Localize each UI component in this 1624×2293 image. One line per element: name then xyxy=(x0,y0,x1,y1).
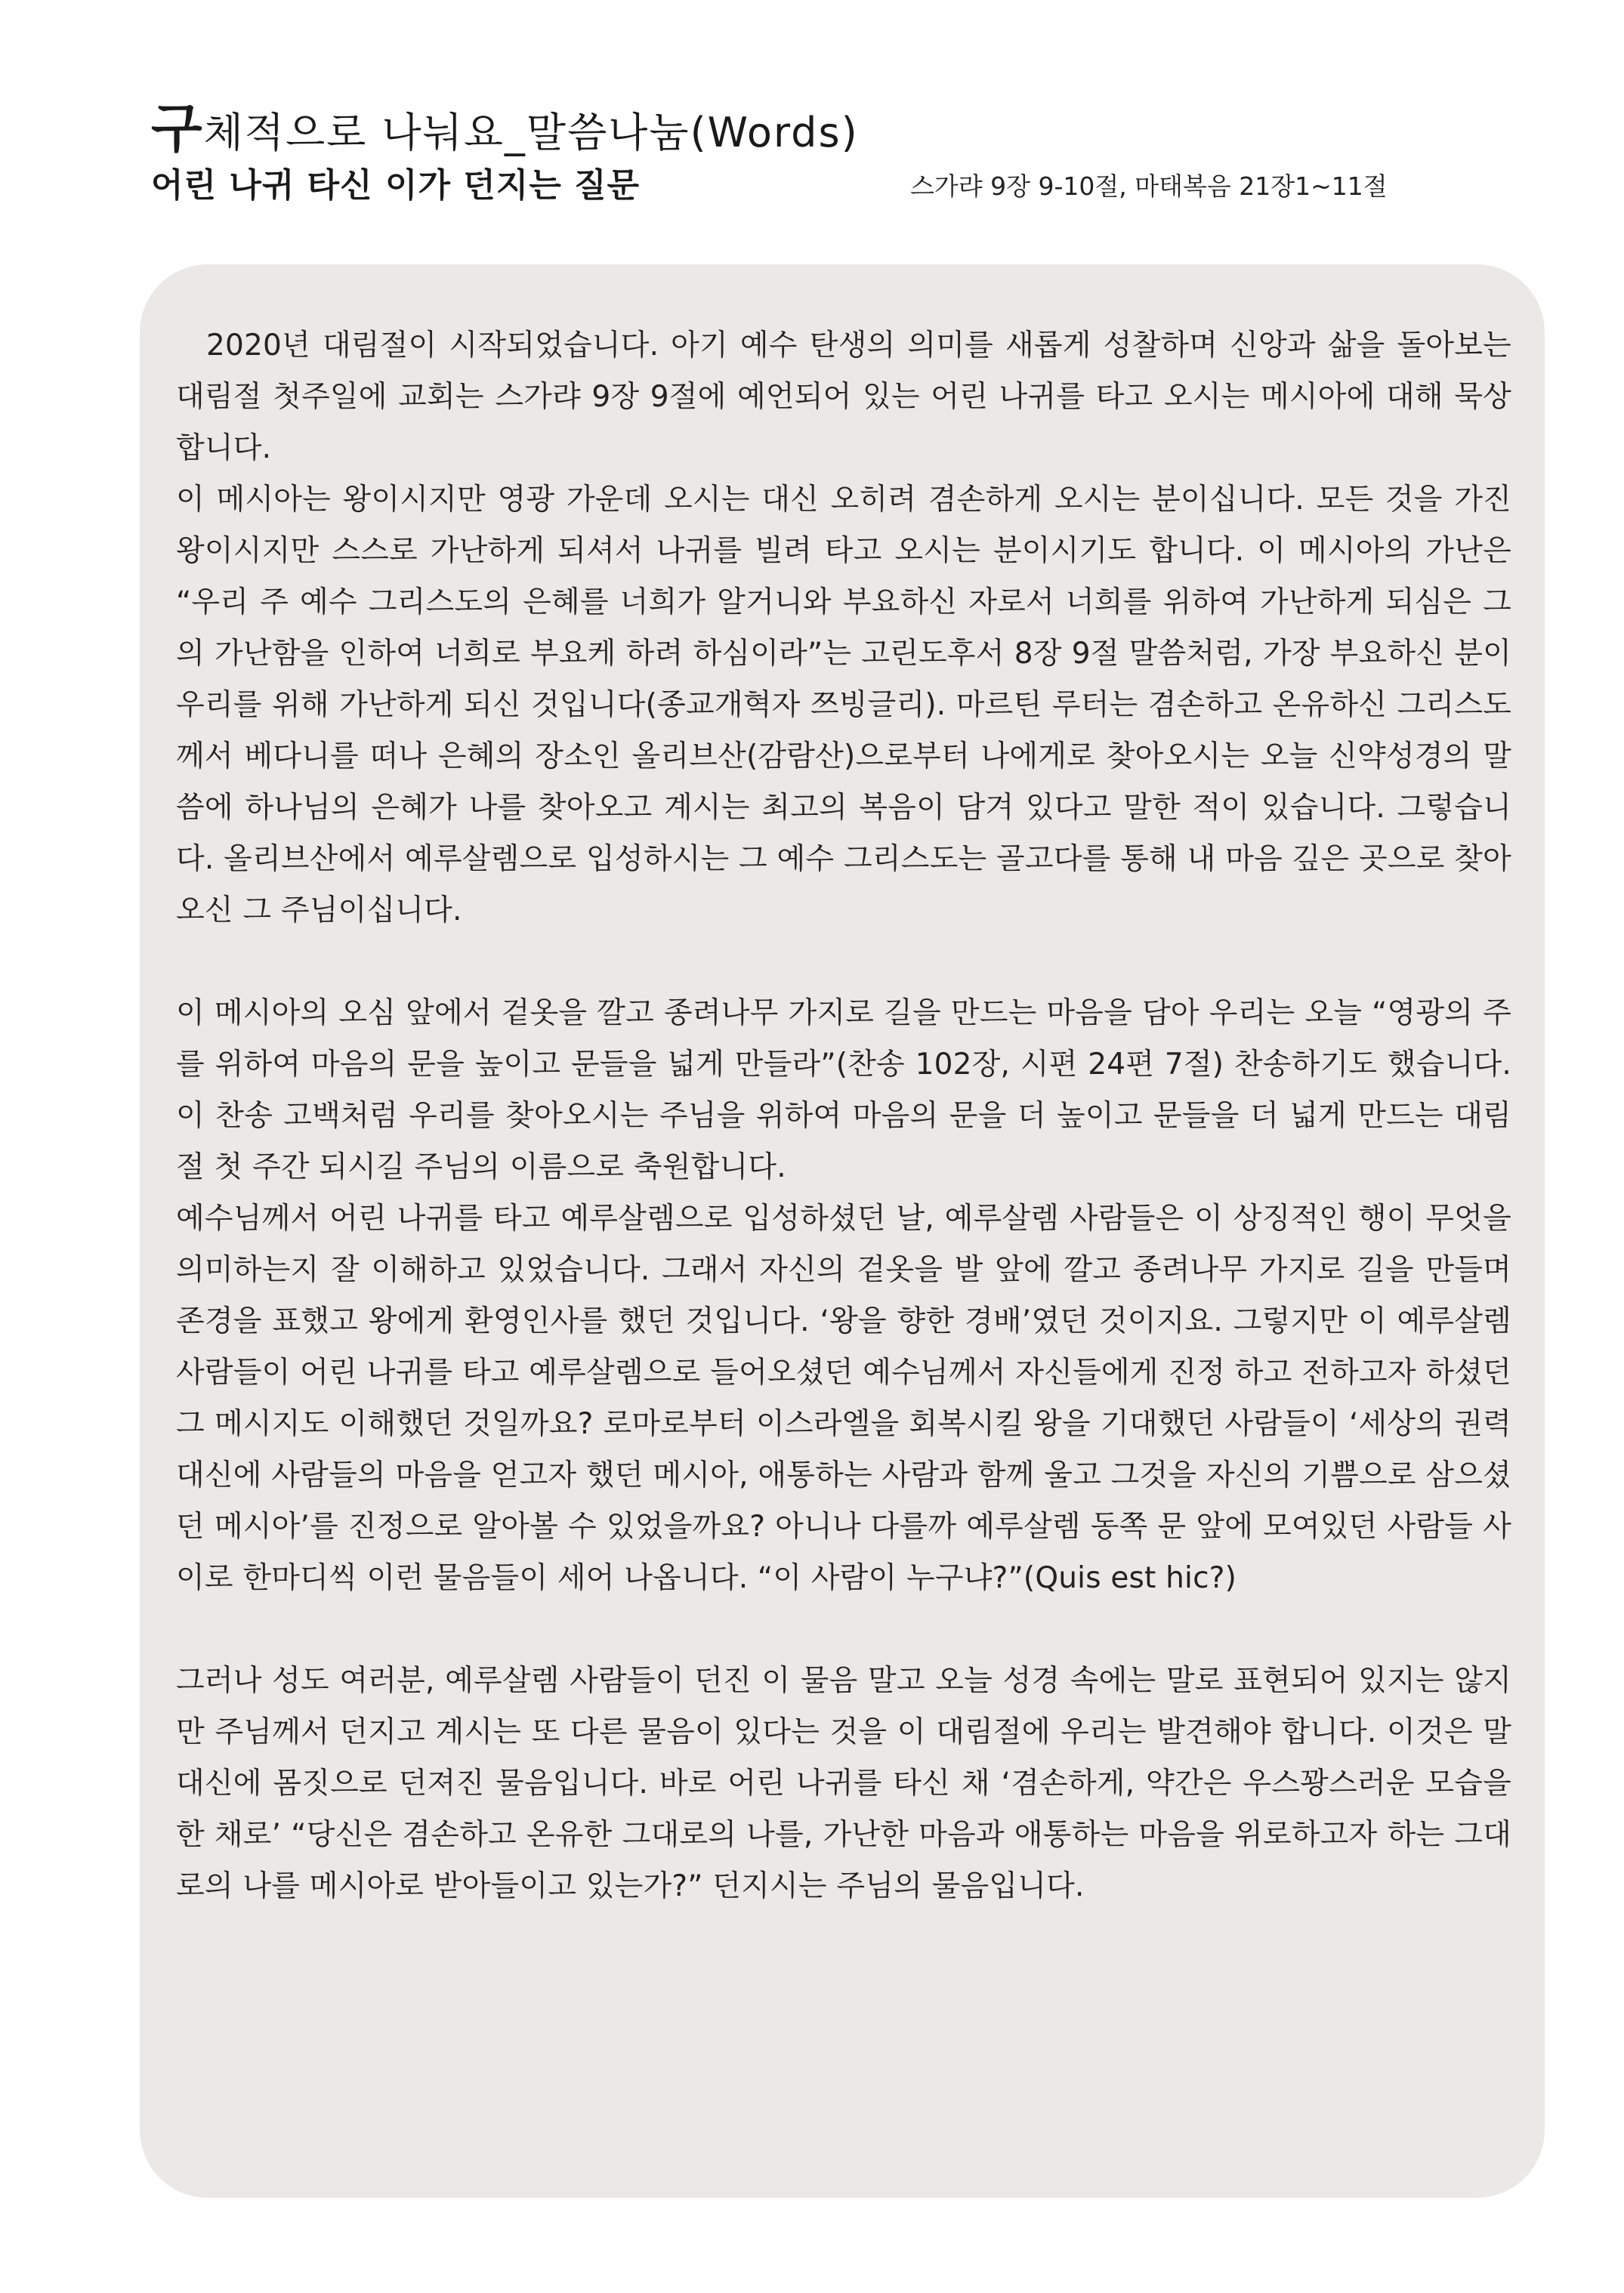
paragraph-gap xyxy=(176,937,1511,988)
scripture-reference: 스가랴 9장 9-10절, 마태복음 21장1~11절 xyxy=(910,171,1388,201)
title-rest: 체적으로 나눠요_말씀나눔(Words) xyxy=(203,109,859,156)
paragraph-hymn: 이 메시아의 오심 앞에서 겉옷을 깔고 종려나무 가지로 길을 만드는 마음을 담아 우리는 오늘 “영광의 주를 위하여 마음의 문을 높이고 문들을 넓게 만들라”(찬송 102장, 시편 24편 7절) 찬송하기도 했습니다. 이 찬송 고백처럼 우리를 찾아오시는 주님을 위하여 마음의 문을 더 높이고 문들을 더 넓게 만드는 대림절 첫 주간 되시길 주님의 이름으로 축원합니다. xyxy=(176,996,1511,1184)
paragraph-messiah: 이 메시아는 왕이시지만 영광 가운데 오시는 대신 오히려 겸손하게 오시는 분이십니다. 모든 것을 가진 왕이시지만 스스로 가난하게 되셔서 나귀를 빌려 타고 오시는 분이시기도 합니다. 이 메시아의 가난은 “우리 주 예수 그리스도의 은혜를 너희가 알거니와 부요하신 자로서 너희를 위하여 가난하게 되심은 그의 가난함을 인하여 너희로 부요케 하려 하심이라”는 고린도후서 8장 9절 말씀처럼, 가장 부요하신 분이 우리를 위해 가난하게 되신 것입니다(종교개혁자 쯔빙글리). 마르틴 루터는 겸손하고 온유하신 그리스도께서 베다니를 떠나 은혜의 장소인 올리브산(감람산)으로부터 나에게로 찾아오시는 오늘 신약성경의 말씀에 하나님의 은혜가 나를 찾아오고 계시는 최고의 복음이 담겨 있다고 말한 적이 있습니다. 그렇습니다. 올리브산에서 예루살렘으로 입성하시는 그 예수 그리스도는 골고다를 통해 내 마음 깊은 곳으로 찾아오신 그 주님이십니다. xyxy=(176,483,1511,927)
sermon-subtitle: 어린 나귀 타신 이가 던지는 질문 xyxy=(151,166,641,205)
subtitle-row xyxy=(151,163,1496,216)
page-header xyxy=(151,98,1496,216)
sermon-content-box xyxy=(140,264,1545,2198)
paragraph-jerusalem: 예수님께서 어린 나귀를 타고 예루살렘으로 입성하셨던 날, 예루살렘 사람들은 이 상징적인 행이 무엇을 의미하는지 잘 이해하고 있었습니다. 그래서 자신의 겉옷을 발 앞에 깔고 종려나무 가지로 길을 만들며 존경을 표했고 왕에게 환영인사를 했던 것입니다. ‘왕을 향한 경배’였던 것이지요. 그렇지만 이 예루살렘 사람들이 어린 나귀를 타고 예루살렘으로 들어오셨던 예수님께서 자신들에게 진정 하고 전하고자 하셨던 그 메시지도 이해했던 것일까요? 로마로부터 이스라엘을 회복시킬 왕을 기대했던 사람들이 ‘세상의 권력 대신에 사람들의 마음을 얻고자 했던 메시아, 애통하는 사람과 함께 울고 그것을 자신의 기쁨으로 삼으셨던 메시아’를 진정으로 알아볼 수 있었을까요? 아니나 다를까 예루살렘 동쪽 문 앞에 모여있던 사람들 사이로 한마디씩 이런 물음들이 세어 나옵니다. “이 사람이 누구냐?”(Quis est hic?) xyxy=(176,1202,1511,1595)
paragraph-gap xyxy=(176,1604,1511,1656)
paragraph-question: 그러나 성도 여러분, 예루살렘 사람들이 던진 이 물음 말고 오늘 성경 속에는 말로 표현되어 있지는 않지만 주님께서 던지고 계시는 또 다른 물음이 있다는 것을 이 대림절에 우리는 발견해야 합니다. 이것은 말 대신에 몸짓으로 던져진 물음입니다. 바로 어린 나귀를 타신 채 ‘겸손하게, 약간은 우스꽝스러운 모습을 한 채로’ “당신은 겸손하고 온유한 그대로의 나를, 가난한 마음과 애통하는 마음을 위로하고자 하는 그대로의 나를 메시아로 받아들이고 있는가?” 던지시는 주님의 물음입니다. xyxy=(176,1664,1511,1903)
page-title xyxy=(151,98,1496,163)
sermon-text xyxy=(176,320,1511,1912)
paragraph-intro: 2020년 대림절이 시작되었습니다. 아기 예수 탄생의 의미를 새롭게 성찰하며 신앙과 삶을 돌아보는 대림절 첫주일에 교회는 스가랴 9장 9절에 예언되어 있는 어린 나귀를 타고 오시는 메시아에 대해 묵상합니다. xyxy=(176,329,1511,465)
title-first-char: 구 xyxy=(151,97,204,159)
